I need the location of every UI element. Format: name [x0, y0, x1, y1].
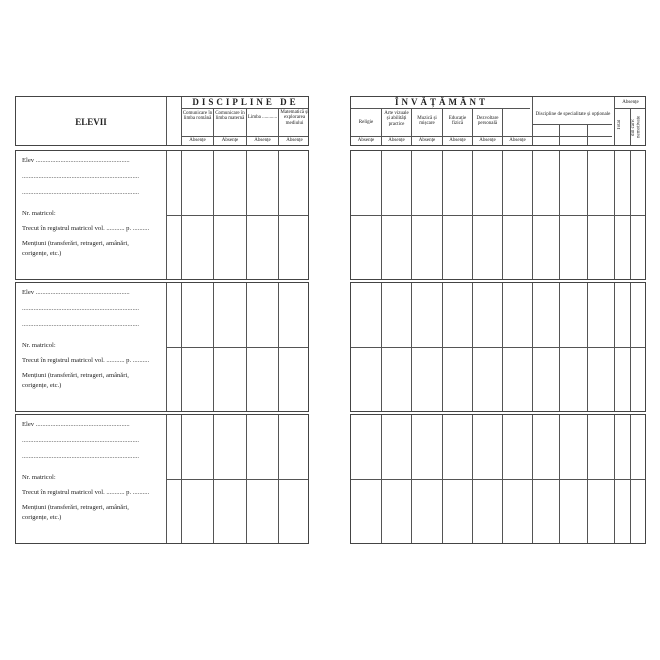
absente-label: Absențe	[286, 138, 303, 143]
elev-line: Elev .........................................................	[22, 421, 130, 428]
discipline-title: DISCIPLINE DE	[192, 97, 299, 107]
subject-arte-vizuale: Arte vizuale și abilități practice	[384, 111, 409, 127]
dotted-line: .......................................................................	[22, 453, 140, 460]
mentiuni-label: Mențiuni (transferări, retrageri, amânări,	[22, 240, 129, 247]
right-header	[350, 96, 646, 146]
subject-muzica: Muzică și mișcare	[417, 116, 437, 127]
elev-line: Elev .........................................................	[22, 157, 130, 164]
mentiuni-label: corigențe, etc.)	[22, 514, 62, 521]
absente-label: Absențe	[189, 138, 206, 143]
absente-label: Absențe	[449, 138, 466, 143]
mentiuni-label: Mențiuni (transferări, retrageri, amânări,	[22, 372, 129, 379]
mentiuni-label: Mențiuni (transferări, retrageri, amânări,	[22, 504, 129, 511]
elev-line: Elev .........................................................	[22, 289, 130, 296]
nr-matricol-label: Nr. matricol:	[22, 342, 56, 349]
absente-label: Absențe	[254, 138, 271, 143]
absente-label: Absențe	[388, 138, 405, 143]
subject-educatie-fizica: Educație fizică	[448, 116, 467, 127]
total-label: Total	[617, 119, 622, 131]
student-block-left	[15, 282, 309, 412]
dotted-line: .......................................................................	[22, 321, 140, 328]
absente-label: Absențe	[221, 138, 239, 143]
mentiuni-label: corigențe, etc.)	[22, 382, 62, 389]
registru-matricol-line: Trecut în registrul matricol vol. ........... p. ..........	[22, 489, 150, 496]
subject-dezvoltare-personala: Dezvoltare personală	[476, 116, 499, 127]
dotted-line: .......................................................................	[22, 173, 140, 180]
absente-top-label: Absențe	[622, 100, 639, 105]
grid-block-right	[350, 282, 646, 412]
elevii-heading: ELEVII	[75, 117, 107, 127]
din-care-nemotivate-label: din care: nemotivate	[631, 115, 642, 139]
subject-matematica: Matematică și explorarea mediului	[280, 110, 309, 126]
invatamant-title: ÎNVĂȚĂMÂNT	[395, 97, 488, 107]
dotted-line: .......................................................................	[22, 437, 140, 444]
nr-matricol-label: Nr. matricol:	[22, 474, 56, 481]
mentiuni-label: corigențe, etc.)	[22, 250, 62, 257]
subject-religie: Religie	[358, 120, 374, 125]
grid-block-right	[350, 150, 646, 280]
subject-comunicare-materna: Comunicare în limba maternă	[215, 111, 245, 122]
student-block-left	[15, 150, 309, 280]
left-header	[15, 96, 309, 146]
dotted-line: .......................................................................	[22, 189, 140, 196]
absente-label: Absențe	[357, 138, 375, 143]
registru-matricol-line: Trecut în registrul matricol vol. ........... p. ..........	[22, 225, 150, 232]
absente-label: Absențe	[418, 138, 436, 143]
dotted-line: .......................................................................	[22, 305, 140, 312]
absente-label: Absențe	[479, 138, 496, 143]
specialty-subjects-label: Discipline de specialitate și opționale	[535, 112, 611, 117]
grid-block-right	[350, 414, 646, 544]
absente-label: Absențe	[509, 138, 526, 143]
nr-matricol-label: Nr. matricol:	[22, 210, 56, 217]
student-block-left	[15, 414, 309, 544]
subject-limba: Limba ............	[247, 115, 278, 120]
registru-matricol-line: Trecut în registrul matricol vol. ........... p. ..........	[22, 357, 150, 364]
subject-comunicare-romana: Comunicare în limba română	[182, 111, 213, 122]
